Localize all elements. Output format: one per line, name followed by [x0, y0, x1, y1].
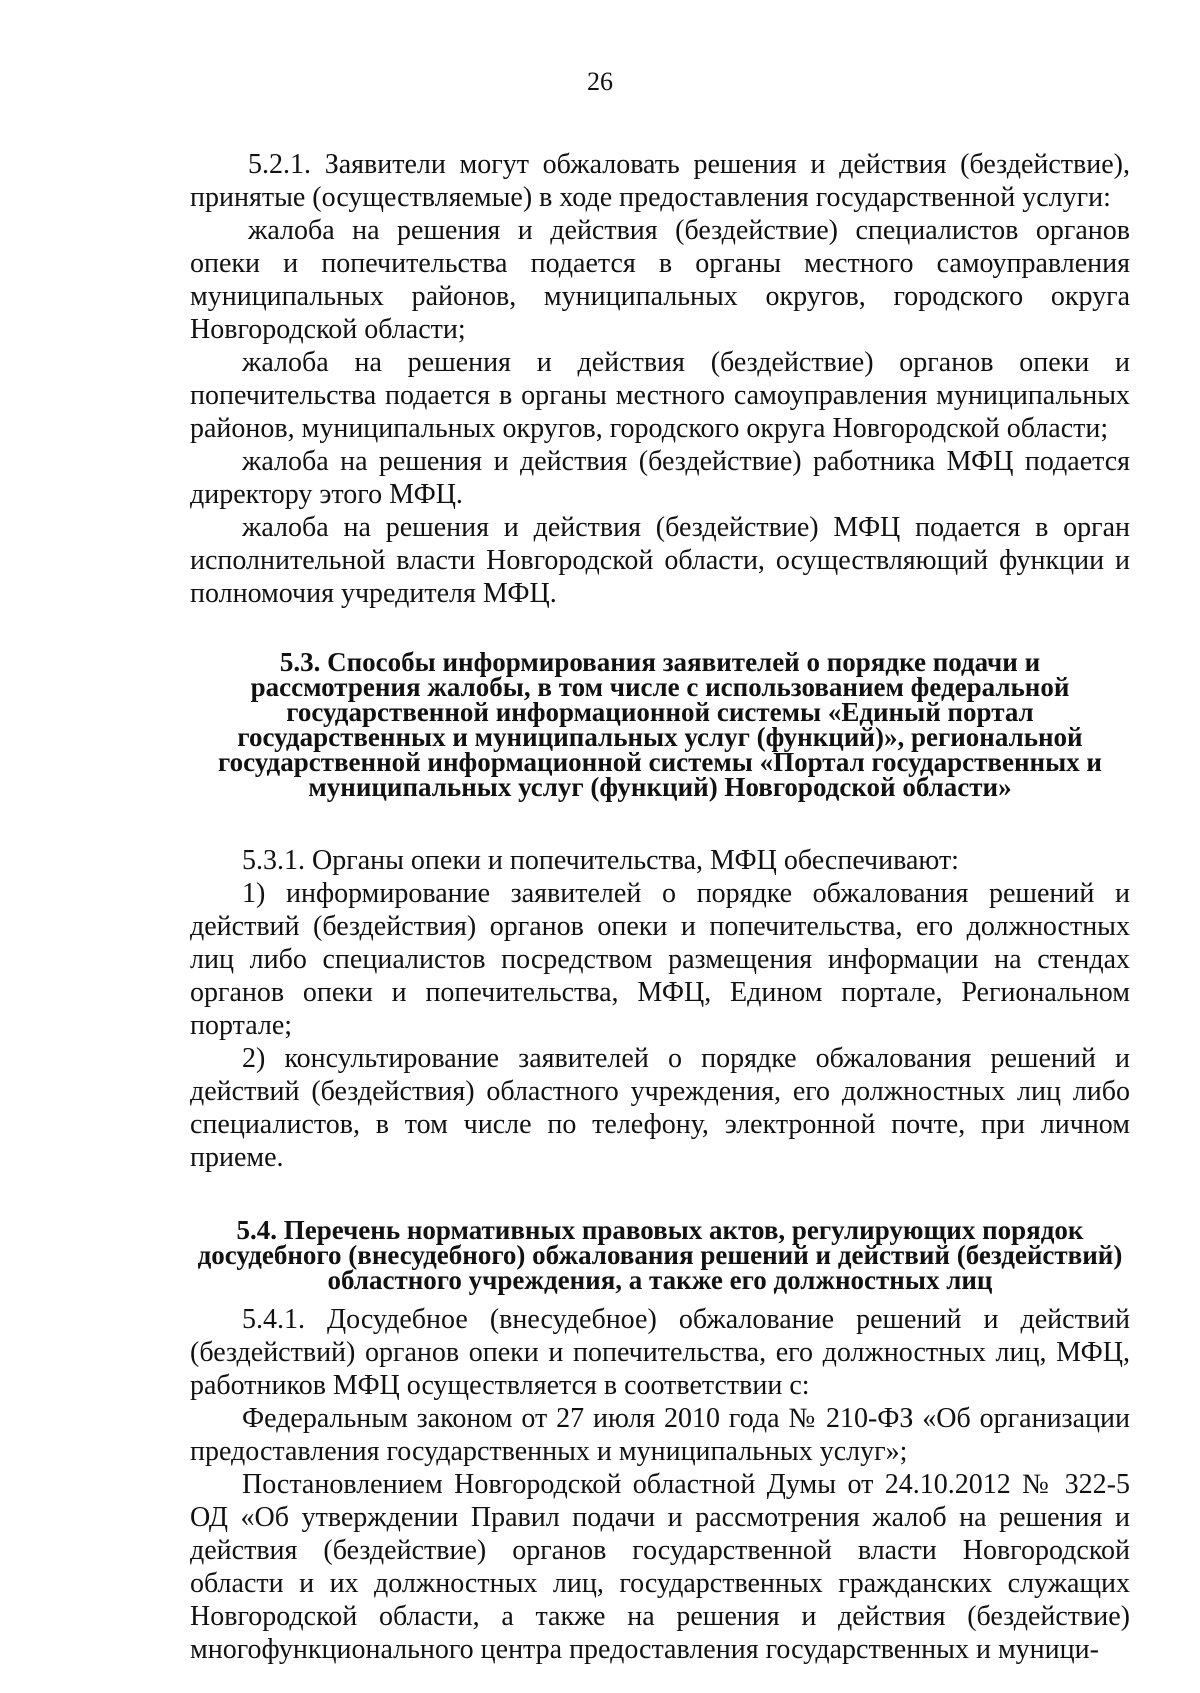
paragraph-5-3-1-item-1: 1) информирование заявителей о порядке обжалования решений и действий (бездействия) органов опеки и попечительства, его должностных лиц либо специалистов посредством размещения информации на стендах органов опеки и попечительства, МФЦ, Едином портале, Региональном портале; [190, 878, 1130, 1041]
document-body [190, 148, 1130, 1666]
paragraph-5-2-1-c: жалоба на решения и действия (бездействие) работника МФЦ подается директору этого МФЦ. [190, 446, 1130, 510]
page-number: 26 [587, 67, 613, 96]
paragraph-5-2-1-intro: 5.2.1. Заявители могут обжаловать решения и действия (бездействие), принятые (осуществляемые) в ходе предоставления государственной услуги: [190, 149, 1130, 213]
paragraph-5-4-1-decree: Постановлением Новгородской областной Думы от 24.10.2012 № 322-5 ОД «Об утверждении Правил подачи и рассмотрения жалоб на решения и действия (бездействие) органов государственной власти Новгородской области и их должностных лиц, государственных гражданских служащих Новгородской области, а также на решения и действия (бездействие) многофункционального центра предоставления государственных и муници- [190, 1469, 1130, 1665]
section-heading-5-4: 5.4. Перечень нормативных правовых актов, регулирующих порядок досудебного (внесудебного) обжалования решений и действий (бездействий) областного учреждения, а также его должностных лиц [197, 1215, 1123, 1295]
paragraph-5-3-1-intro: 5.3.1. Органы опеки и попечительства, МФЦ обеспечивают: [242, 845, 959, 876]
paragraph-5-4-1-intro: 5.4.1. Досудебное (внесудебное) обжалование решений и действий (бездействий) органов опеки и попечительства, его должностных лиц, МФЦ, работников МФЦ осуществляется в соответствии с: [190, 1304, 1130, 1401]
paragraph-5-2-1-d: жалоба на решения и действия (бездействие) МФЦ подается в орган исполнительной власти Новгородской области, осуществляющий функции и полномочия учредителя МФЦ. [190, 512, 1130, 609]
paragraph-5-3-1-item-2: 2) консультирование заявителей о порядке обжалования решений и действий (бездействия) областного учреждения, его должностных лиц либо специалистов, в том числе по телефону, электронной почте, при личном приеме. [190, 1043, 1130, 1173]
paragraph-5-2-1-b: жалоба на решения и действия (бездействие) органов опеки и попечительства подается в органы местного самоуправления муниципальных районов, муниципальных округов, городского округа Новгородской области; [190, 347, 1130, 444]
section-heading-5-3: 5.3. Способы информирования заявителей о порядке подачи и рассмотрения жалобы, в том числе с использованием федеральной государственной информационной системы «Единый портал государственных и муниципальных услуг (функций)», региональной государственной информационной системы «Портал государственных и муниципальных услуг (функций) Новгородской области» [218, 647, 1102, 802]
paragraph-5-2-1-a: жалоба на решения и действия (бездействие) специалистов органов опеки и попечительства подается в органы местного самоуправления муниципальных районов, муниципальных округов, городского округа Новгородской области; [190, 215, 1130, 345]
paragraph-5-4-1-federal-law: Федеральным законом от 27 июля 2010 года № 210-ФЗ «Об организации предоставления государственных и муниципальных услуг»; [190, 1403, 1130, 1467]
